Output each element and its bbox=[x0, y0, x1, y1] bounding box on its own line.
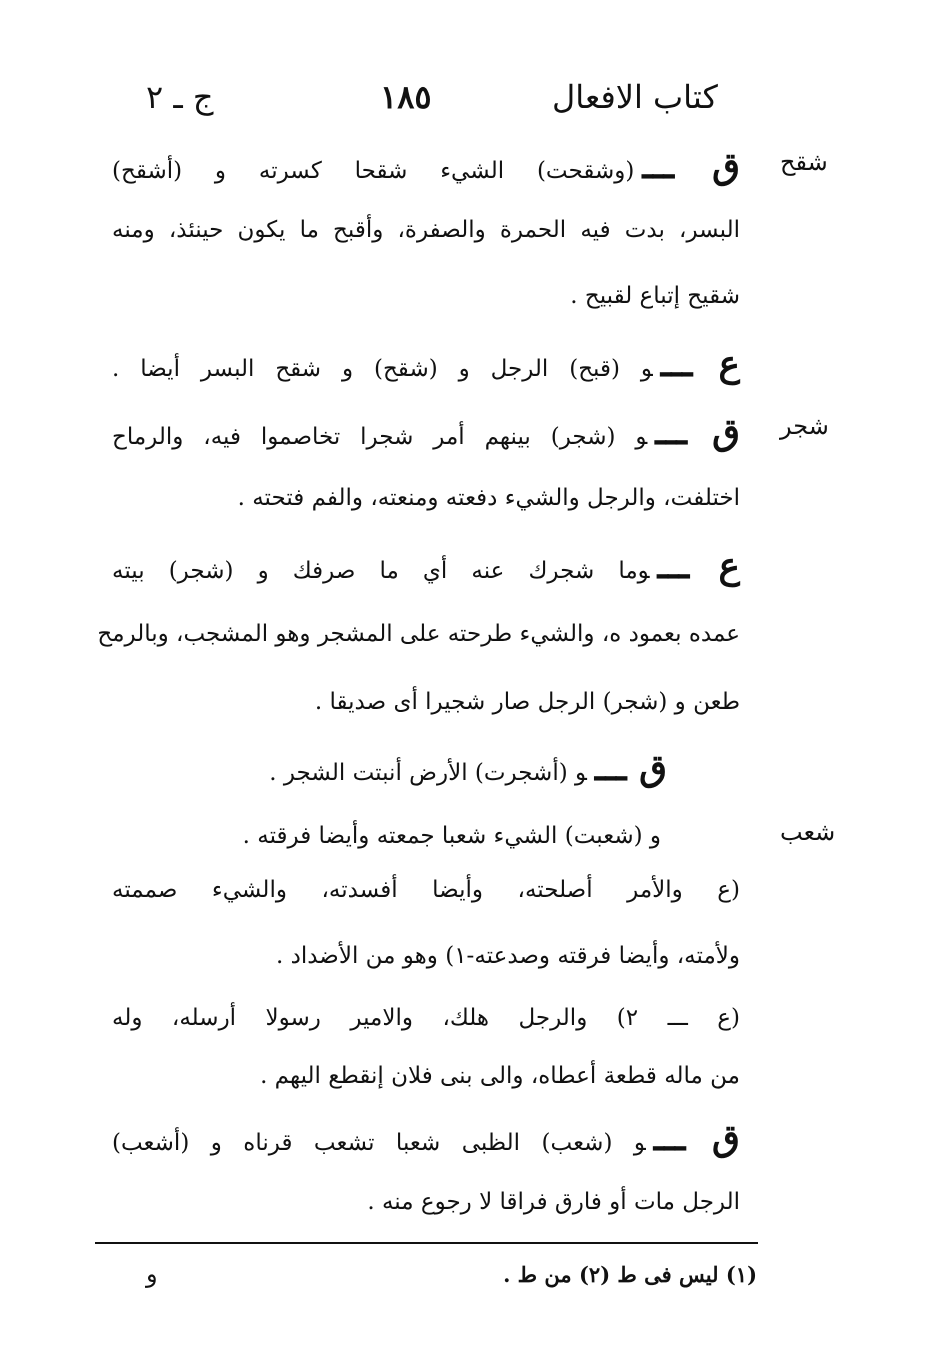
text-line bbox=[367, 1178, 740, 1226]
line-text: اختلفت، والرجل والشيء دفعته ومنعته، والفم فتحته . bbox=[237, 485, 740, 511]
running-header-book-title: كتاب الافعال bbox=[552, 78, 718, 116]
volume-marker: ج ـ ٢ bbox=[146, 78, 214, 116]
footnote-divider bbox=[95, 1242, 758, 1244]
entry-marker: ق ـــ bbox=[653, 1117, 740, 1159]
text-line bbox=[269, 744, 667, 792]
text-line bbox=[112, 340, 740, 388]
line-text: ولأمته، وأيضا فرقته وصدعته-١) وهو من الأضداد . bbox=[275, 943, 740, 969]
line-text: و (قبح) الرجل و (شقح) و شقح البسر أيضا . bbox=[112, 356, 653, 382]
text-line bbox=[276, 932, 740, 980]
entry-marker: ق ـــ bbox=[655, 411, 740, 453]
entry-marker: ق ـــ bbox=[594, 747, 667, 789]
margin-root-shjr: شجر bbox=[780, 412, 829, 440]
line-text: و (شجر) بينهم أمر شجرا تخاصموا فيه، والرماح bbox=[112, 424, 648, 450]
line-text: عمده بعمود ه، والشيء طرحته على المشجر وهو المشجب، وبالرمح bbox=[97, 621, 740, 647]
entry-marker: ق ـــ bbox=[642, 145, 740, 187]
text-line bbox=[243, 812, 661, 860]
line-text: وما شجرك عنه أي ما صرفك و (شجر) بيته bbox=[112, 558, 650, 584]
line-text: البسر، بدت فيه الحمرة والصفرة، وأقبح ما يكون حينئذ، ومنه bbox=[112, 217, 740, 243]
entry-marker: ع ـــ bbox=[660, 343, 740, 385]
text-line bbox=[112, 866, 740, 914]
line-text: شقيح إتباع لقبيح . bbox=[570, 283, 740, 309]
line-text: و (أشجرت) الأرض أنبتت الشجر . bbox=[269, 760, 587, 786]
entry-marker: ع ـــ bbox=[657, 545, 740, 587]
line-text: (وشقحت) الشيء شقحا كسرته و (أشقح) bbox=[112, 158, 635, 184]
line-text: و (شعبت) الشيء شعبا جمعته وأيضا فرقته . bbox=[242, 823, 661, 849]
line-text: (ع والأمر أصلحته، وأيضا أفسدته، والشيء صممته bbox=[112, 877, 740, 903]
text-line bbox=[112, 408, 740, 456]
line-text: الرجل مات أو فارق فراقا لا رجوع منه . bbox=[367, 1189, 740, 1215]
text-line bbox=[260, 1052, 740, 1100]
margin-root-shab: شعب bbox=[780, 818, 836, 846]
text-line bbox=[238, 474, 740, 522]
line-text: طعن و (شجر) الرجل صار شجيرا أى صديقا . bbox=[314, 689, 740, 715]
text-line bbox=[112, 1114, 740, 1162]
page-number: ١٨٥ bbox=[380, 78, 432, 116]
text-line bbox=[315, 678, 740, 726]
line-text: من ماله قطعة أعطاه، والى بنى فلان إنقطع اليهم . bbox=[260, 1063, 740, 1089]
catchword: و bbox=[146, 1260, 158, 1288]
line-text: و (شعب) الظبى شعبا تشعب قرناه و (أشعب) bbox=[112, 1130, 646, 1156]
margin-root-shqh: شقح bbox=[780, 148, 828, 176]
text-line bbox=[112, 542, 740, 590]
text-line bbox=[570, 272, 740, 320]
text-line bbox=[97, 610, 740, 658]
text-line bbox=[112, 142, 740, 190]
line-text: (ع ـــ ٢) والرجل هلك، والامير رسولا أرسله، وله bbox=[112, 1005, 740, 1031]
text-line bbox=[112, 994, 740, 1042]
footnote: (١) ليس فى ط (٢) من ط . bbox=[503, 1262, 757, 1287]
text-line bbox=[112, 206, 740, 254]
